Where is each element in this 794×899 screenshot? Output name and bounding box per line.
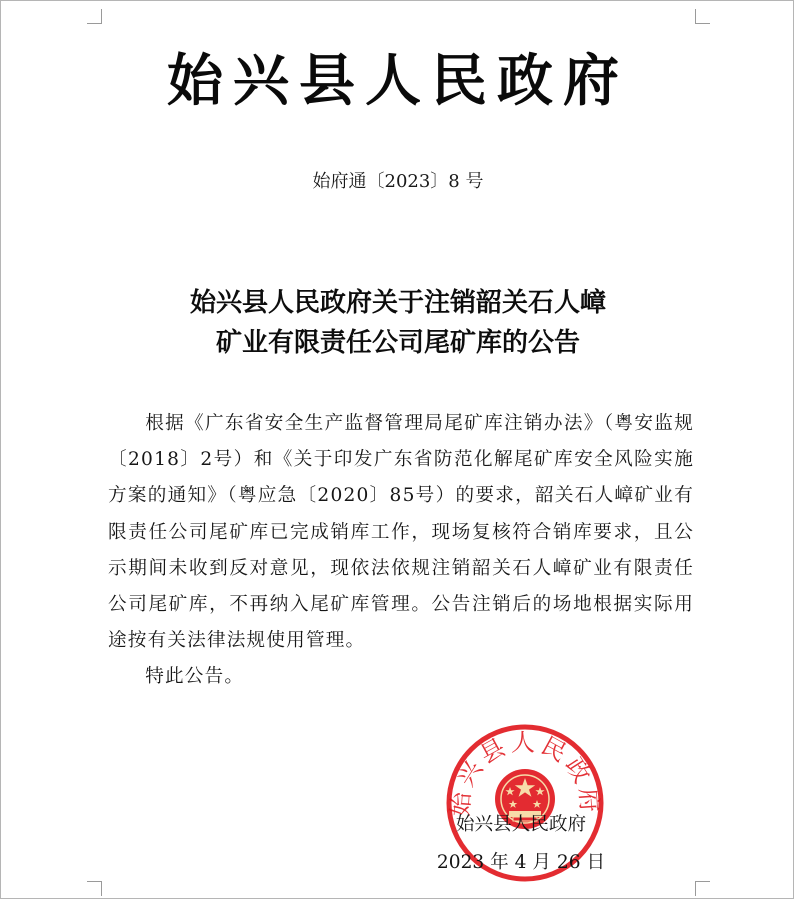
document-number: 始府通〔2023〕8 号 xyxy=(312,171,484,192)
signature-date: 2023 年 4 月 26 日 xyxy=(436,852,606,873)
issuer-header: 始兴县人民政府 xyxy=(167,48,629,114)
crop-mark-top-left xyxy=(87,9,102,24)
crop-mark-bottom-left xyxy=(87,881,102,896)
body-paragraph-closing: 特此公告。 xyxy=(145,666,245,688)
document-title xyxy=(1,283,794,363)
seal-ring-text: 始兴县人民政府 xyxy=(446,728,604,818)
title-line-1: 始兴县人民政府关于注销韶关石人嶂 xyxy=(189,288,606,318)
body-paragraph-main: 根据《广东省安全生产监督管理局尾矿库注销办法》（粤安监规〔2018〕2号）和《关于印发广东省防范化解尾矿库安全风险实施方案的通知》（粤应急〔2020〕85号）的要求，韶关石人嶂矿业有限责任公司尾矿库已完成销库工作，现场复核符合销库要求，且公示期间未收到反对意见，现依法依规注销韶关石人嶂矿业有限责任公司尾矿库，不再纳入尾矿库管理。公告注销后的场地根据实际用途按有关法律法规使用管理。 xyxy=(108,413,694,652)
crop-mark-bottom-right xyxy=(695,881,710,896)
crop-mark-top-right xyxy=(695,9,710,24)
signature-organization: 始兴县人民政府 xyxy=(455,814,587,835)
title-line-2: 矿业有限责任公司尾矿库的公告 xyxy=(215,328,580,358)
signature-block xyxy=(421,811,621,877)
document-body xyxy=(108,406,694,696)
